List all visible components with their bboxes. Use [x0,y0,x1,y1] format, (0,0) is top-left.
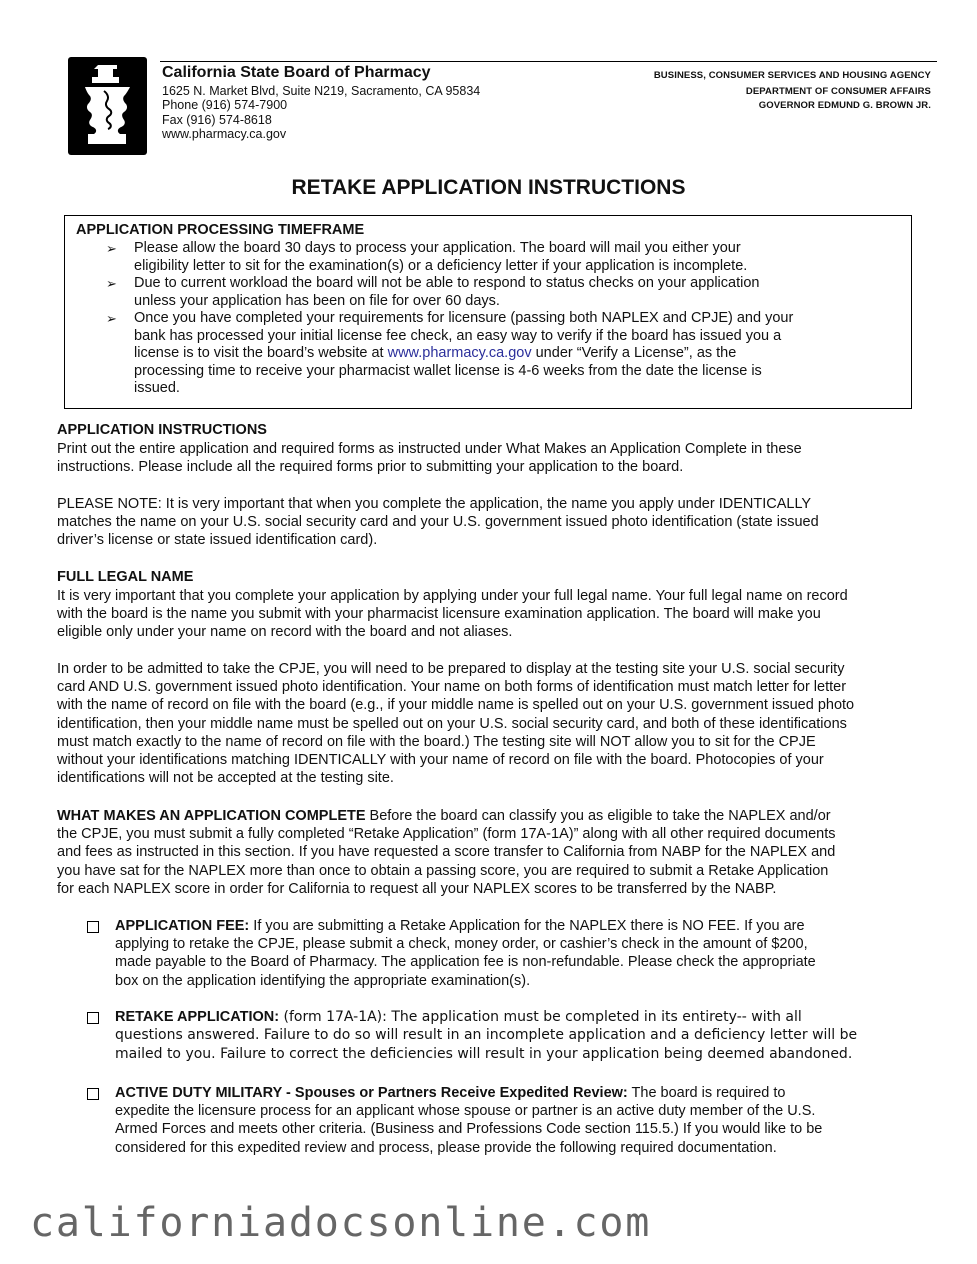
application-fee-item: APPLICATION FEE: If you are submitting a Retake Application for the NAPLEX there is NO FEE. If you are applying to retake the CPJE, please submit a check, money order, or cashier’s check in the amount of $200, made payable to the Board of Pharmacy. The application fee is non-refundable. Please check the appropriate box on the application identifying the appropriate examination(s). [115,918,816,989]
application-complete-paragraph: WHAT MAKES AN APPLICATION COMPLETE Before the board can classify you as eligible to take the NAPLEX and/or the CPJE, you must submit a fully completed “Retake Application” (form 17A-1A)” along with all other required documents and fees as instructed in this section. If you have requested a score transfer to California from NABP for the NAPLEX and you have sat for the NAPLEX more than once to obtain a passing score, you are required to submit a Retake Application for each NAPLEX score in order for California to request all your NAPLEX scores to be transferred by the NABP. [57,808,836,897]
active-duty-military-item: ACTIVE DUTY MILITARY - Spouses or Partners Receive Expedited Review: The board is required to expedite the licensure process for an applicant whose spouse or partner is an active duty member of the U.S. Armed Forces and meets other criteria. (Business and Professions Code section 115.5.) If you would like to be considered for this expedited review and process, please provide the following required documentation. [115,1085,823,1156]
timeframe-heading: APPLICATION PROCESSING TIMEFRAME [76,222,365,238]
legal-name-paragraph-1: It is very important that you complete your application by applying under your full legal name. Your full legal name on record with the board is the name you submit with your pharmacist licensure examination application. The board will make you eligible only under your name on record with the board and not aliases. [57,588,848,641]
watermark: californiadocsonline.com [30,1200,652,1246]
active-duty-military-checkbox[interactable] [87,1088,99,1100]
full-legal-name-heading: FULL LEGAL NAME [57,569,194,585]
application-fee-checkbox[interactable] [87,921,99,933]
board-logo-icon [68,57,147,155]
please-note-paragraph: PLEASE NOTE: It is very important that when you complete the application, the name you apply under IDENTICALLY matches the name on your U.S. social security card and your U.S. government issued photo identification (state issued driver’s license or state issued identification card). [57,496,819,549]
arrow-bullet-icon: ➢ [106,276,117,291]
legal-name-paragraph-2: In order to be admitted to take the CPJE, you will need to be prepared to display at the testing site your U.S. social security card AND U.S. government issued photo identification. Your name on both forms of identification must match letter for letter with the name of record on file with the board (e.g., if your middle name is spelled out on your U.S. government issued photo identification, then your middle name must be spelled out on your U.S. social security card, and both of these identifications must match exactly to the name of record on file with the board.) The testing site will NOT allow you to sit for the CPJE without your identifications matching IDENTICALLY with your name of record on file with the board. Photocopies of your identifications will not be accepted at the testing site. [57,661,855,787]
timeframe-bullet-3: Once you have completed your requirements for licensure (passing both NAPLEX and CPJE) and your bank has processed your initial license fee check, an easy way to verify if the board has issued you a license is to visit the board’s website at www.pharmacy.ca.gov under “Verify a License”, as the processing time to receive your pharmacist wallet license is 4-6 weeks from the date the license is issued. [134,310,794,396]
agency-line: BUSINESS, CONSUMER SERVICES AND HOUSING AGENCY [653,70,931,81]
application-complete-heading: WHAT MAKES AN APPLICATION COMPLETE [57,808,366,824]
arrow-bullet-icon: ➢ [106,241,117,256]
retake-application-checkbox[interactable] [87,1012,99,1024]
website[interactable]: www.pharmacy.ca.gov [162,127,287,141]
instructions-paragraph: Print out the entire application and required forms as instructed under What Makes an Application Complete in these instructions. Please include all the required forms prior to submitting your application to the board. [57,441,802,476]
governor-line: GOVERNOR EDMUND G. BROWN JR. [758,100,931,111]
department-line: DEPARTMENT OF CONSUMER AFFAIRS [745,86,931,97]
timeframe-bullet-2: Due to current workload the board will not be able to respond to status checks on your application unless your application has been on file for over 60 days. [134,275,760,309]
timeframe-bullet-1: Please allow the board 30 days to process your application. The board will mail you either your eligibility letter to sit for the examination(s) or a deficiency letter if your application is incomplete. [134,240,748,274]
address: 1625 N. Market Blvd, Suite N219, Sacramento, CA 95834 [162,84,481,98]
application-instructions-heading: APPLICATION INSTRUCTIONS [57,422,267,438]
retake-application-item: RETAKE APPLICATION: (form 17A-1A): The application must be completed in its entirety-- with all questions answered. Failure to do so will result in an incomplete application and a deficiency letter will be mailed to you. Failure to correct the deficiencies will result in your application being deemed abandoned. [115,1009,858,1062]
fax: Fax (916) 574-8618 [162,112,272,127]
pharmacy-website-link[interactable]: www.pharmacy.ca.gov [387,345,532,361]
phone: Phone (916) 574-7900 [162,98,288,112]
arrow-bullet-icon: ➢ [106,311,117,326]
org-name: California State Board of Pharmacy [162,64,431,81]
document-title: RETAKE APPLICATION INSTRUCTIONS [291,176,686,199]
header-rule [160,61,937,62]
